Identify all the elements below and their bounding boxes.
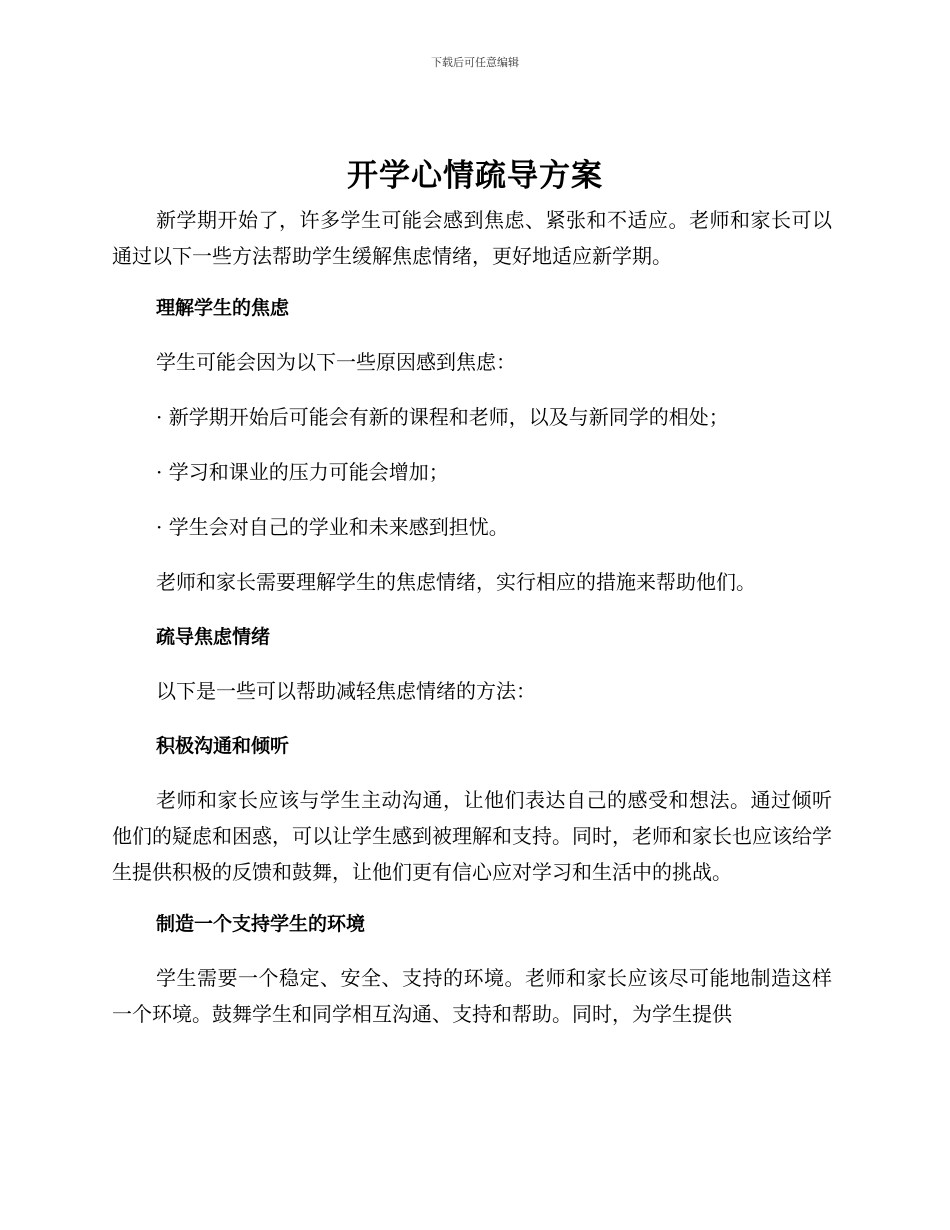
section-heading-understand-anxiety: 理解学生的焦虑: [156, 297, 290, 319]
section-conclusion: 老师和家长需要理解学生的焦虑情绪，实行相应的措施来帮助他们。: [156, 570, 756, 594]
section-lead-causes: 学生可能会因为以下一些原因感到焦虑：: [156, 350, 516, 374]
section-heading-communication: 积极沟通和倾听: [156, 735, 290, 757]
communication-paragraph: 老师和家长应该与学生主动沟通，让他们表达自己的感受和想法。通过倾听他们的疑虑和困惑，可以让学生感到被理解和支持。同时，老师和家长也应该给学生提供积极的反馈和鼓舞，让他们更有信心应对学习和生活中的挑战。: [112, 788, 832, 884]
document-body: [112, 202, 832, 1048]
section-heading-relieve-anxiety: 疏导焦虑情绪: [156, 626, 271, 648]
header-note: 下载后可任意编辑: [431, 56, 519, 69]
environment-paragraph: 学生需要一个稳定、安全、支持的环境。老师和家长应该尽可能地制造这样一个环境。鼓舞学生和同学相互沟通、支持和帮助。同时，为学生提供: [112, 966, 832, 1026]
list-item: · 新学期开始后可能会有新的课程和老师，以及与新同学的相处；: [156, 405, 729, 429]
section-lead-methods: 以下是一些可以帮助减轻焦虑情绪的方法：: [156, 679, 536, 703]
list-item: · 学生会对自己的学业和未来感到担忧。: [156, 515, 509, 539]
section-heading-environment: 制造一个支持学生的环境: [156, 913, 366, 935]
intro-paragraph: 新学期开始了，许多学生可能会感到焦虑、紧张和不适应。老师和家长可以通过以下一些方法帮助学生缓解焦虑情绪，更好地适应新学期。: [112, 208, 832, 268]
page-title: 开学心情疏导方案: [347, 158, 603, 194]
list-item: · 学习和课业的压力可能会增加；: [156, 460, 449, 484]
